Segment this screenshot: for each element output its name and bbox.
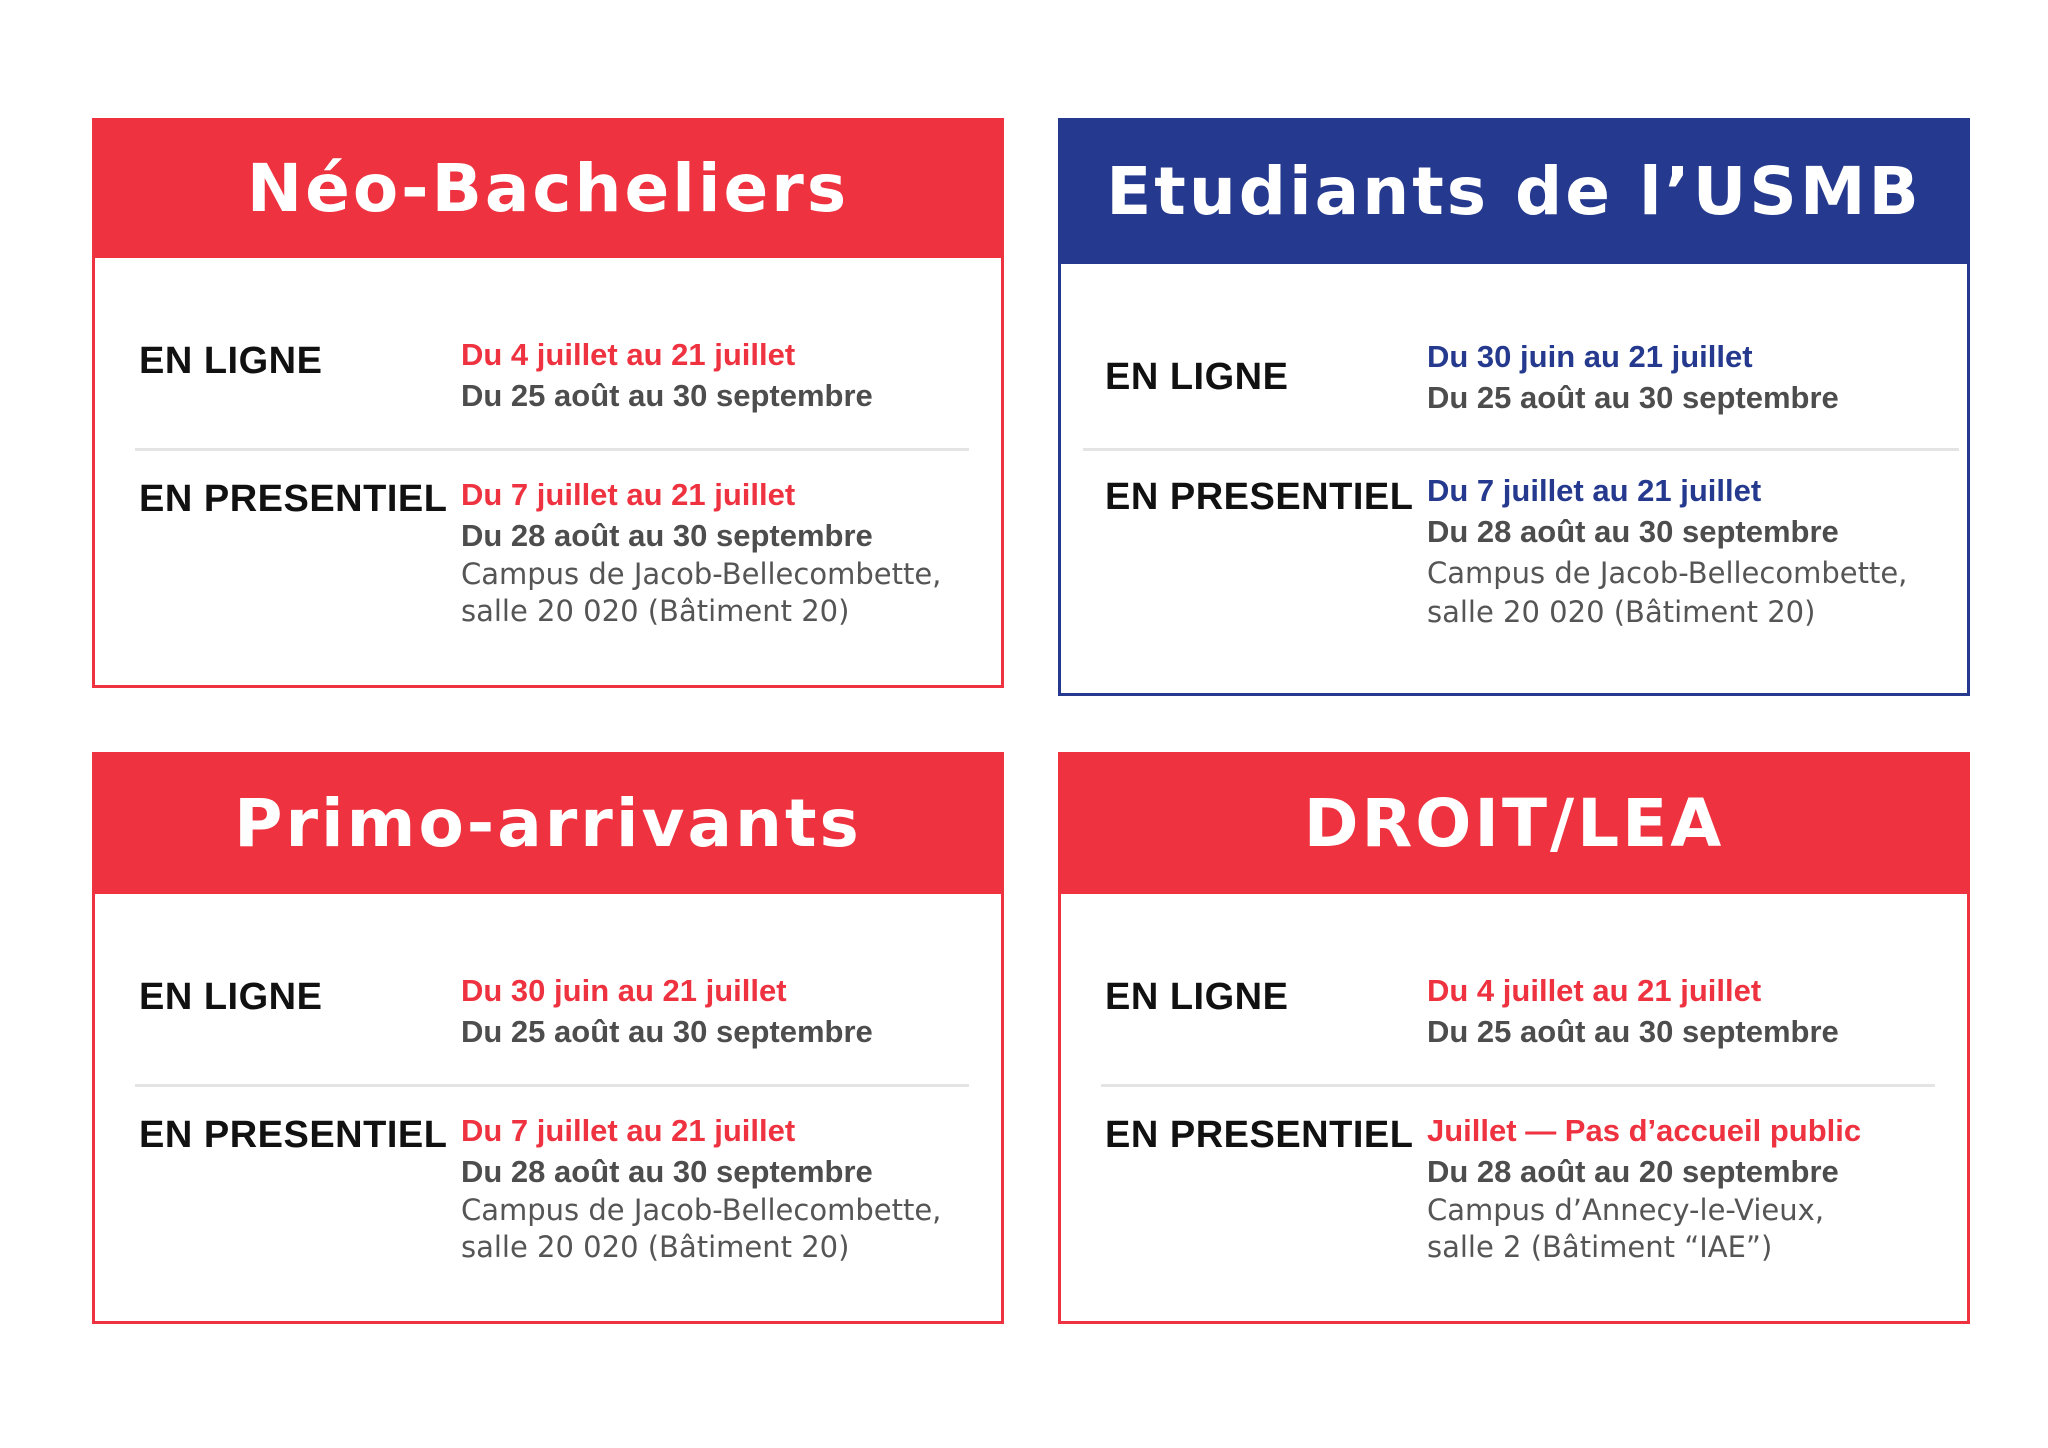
online-primary-dates: Du 4 juillet au 21 juillet [1427, 973, 1762, 1008]
onsite-label: EN PRESENTIEL [1105, 1114, 1414, 1156]
card-body [92, 258, 1004, 688]
onsite-room: salle 20 020 (Bâtiment 20) [1427, 595, 1816, 629]
row-divider [135, 448, 969, 451]
row-divider [1101, 1084, 1935, 1087]
onsite-primary-dates: Du 7 juillet au 21 juillet [1427, 473, 1762, 508]
card-title: Etudiants de l’USMB [1058, 118, 1970, 264]
row-divider [135, 1084, 969, 1087]
card-etudiants-usmb [1058, 118, 1970, 696]
online-primary-dates: Du 4 juillet au 21 juillet [461, 337, 796, 372]
card-body [1058, 264, 1970, 696]
online-secondary-dates: Du 25 août au 30 septembre [461, 378, 873, 413]
online-secondary-dates: Du 25 août au 30 septembre [461, 1014, 873, 1049]
online-dates [461, 970, 981, 1052]
onsite-dates [461, 474, 981, 630]
onsite-secondary-dates: Du 28 août au 30 septembre [461, 518, 873, 553]
onsite-dates [461, 1110, 981, 1266]
online-primary-dates: Du 30 juin au 21 juillet [461, 973, 787, 1008]
onsite-location: Campus d’Annecy-le-Vieux, [1427, 1193, 1825, 1227]
onsite-room: salle 20 020 (Bâtiment 20) [461, 1230, 850, 1264]
onsite-label: EN PRESENTIEL [139, 1114, 448, 1156]
onsite-location: Campus de Jacob-Bellecombette, [461, 557, 942, 591]
online-label: EN LIGNE [1105, 356, 1289, 398]
onsite-secondary-dates: Du 28 août au 30 septembre [1427, 514, 1839, 549]
online-dates [1427, 336, 1947, 418]
card-title: Primo-arrivants [92, 752, 1004, 894]
online-primary-dates: Du 30 juin au 21 juillet [1427, 339, 1753, 374]
onsite-secondary-dates: Du 28 août au 20 septembre [1427, 1154, 1839, 1189]
onsite-primary-dates: Juillet — Pas d’accueil public [1427, 1113, 1862, 1148]
card-body [92, 894, 1004, 1324]
online-label: EN LIGNE [1105, 976, 1289, 1018]
card-body [1058, 894, 1970, 1324]
card-title: Néo-Bacheliers [92, 118, 1004, 258]
card-primo-arrivants [92, 752, 1004, 1324]
online-secondary-dates: Du 25 août au 30 septembre [1427, 1014, 1839, 1049]
online-dates [461, 334, 981, 416]
card-title: DROIT/LEA [1058, 752, 1970, 894]
online-label: EN LIGNE [139, 976, 323, 1018]
onsite-label: EN PRESENTIEL [1105, 476, 1414, 518]
onsite-primary-dates: Du 7 juillet au 21 juillet [461, 477, 796, 512]
online-secondary-dates: Du 25 août au 30 septembre [1427, 380, 1839, 415]
online-label: EN LIGNE [139, 340, 323, 382]
onsite-dates [1427, 470, 1947, 631]
onsite-room: salle 20 020 (Bâtiment 20) [461, 594, 850, 628]
onsite-label: EN PRESENTIEL [139, 478, 448, 520]
onsite-location: Campus de Jacob-Bellecombette, [461, 1193, 942, 1227]
onsite-primary-dates: Du 7 juillet au 21 juillet [461, 1113, 796, 1148]
onsite-secondary-dates: Du 28 août au 30 septembre [461, 1154, 873, 1189]
card-neo-bacheliers [92, 118, 1004, 688]
online-dates [1427, 970, 1947, 1052]
onsite-dates [1427, 1110, 1947, 1266]
row-divider [1083, 448, 1959, 451]
onsite-location: Campus de Jacob-Bellecombette, [1427, 556, 1908, 590]
card-droit-lea [1058, 752, 1970, 1324]
onsite-room: salle 2 (Bâtiment “IAE”) [1427, 1230, 1773, 1264]
